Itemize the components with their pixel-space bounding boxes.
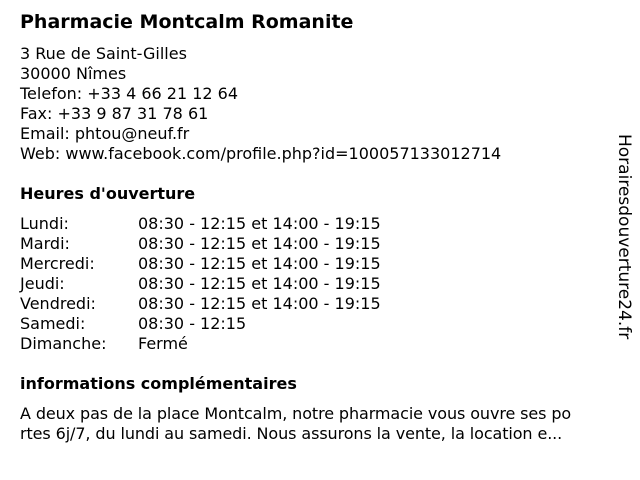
watermark-text: Horairesdouverture24.fr xyxy=(614,134,634,340)
hours-value: 08:30 - 12:15 et 14:00 - 19:15 xyxy=(138,254,381,273)
hours-value: 08:30 - 12:15 et 14:00 - 19:15 xyxy=(138,234,381,253)
hours-value: 08:30 - 12:15 et 14:00 - 19:15 xyxy=(138,294,381,313)
info-line: rtes 6j/7, du lundi au samedi. Nous assurons la vente, la location e... xyxy=(20,424,563,443)
website-url: Web: www.facebook.com/profile.php?id=100057133012714 xyxy=(20,144,502,163)
hours-value: Fermé xyxy=(138,334,188,353)
address-city: 30000 Nîmes xyxy=(20,64,127,83)
site-watermark xyxy=(612,134,636,370)
day-label: Dimanche: xyxy=(20,334,107,353)
fax-number: Fax: +33 9 87 31 78 61 xyxy=(20,104,209,123)
hours-value: 08:30 - 12:15 xyxy=(138,314,247,333)
additional-info-text xyxy=(20,404,624,444)
hours-value: 08:30 - 12:15 et 14:00 - 19:15 xyxy=(138,214,381,233)
pharmacy-name: Pharmacie Montcalm Romanite xyxy=(20,11,354,33)
email-address: Email: phtou@neuf.fr xyxy=(20,124,190,143)
phone-number: Telefon: +33 4 66 21 12 64 xyxy=(20,84,239,103)
opening-hours-heading: Heures d'ouverture xyxy=(20,184,196,203)
additional-info-heading: informations complémentaires xyxy=(20,374,297,393)
hours-value: 08:30 - 12:15 et 14:00 - 19:15 xyxy=(138,274,381,293)
info-line: A deux pas de la place Montcalm, notre pharmacie vous ouvre ses po xyxy=(20,404,572,423)
day-label: Vendredi: xyxy=(20,294,96,313)
day-label: Jeudi: xyxy=(20,274,65,293)
day-label: Samedi: xyxy=(20,314,86,333)
day-label: Mardi: xyxy=(20,234,70,253)
day-label: Lundi: xyxy=(20,214,69,233)
address-street: 3 Rue de Saint-Gilles xyxy=(20,44,187,63)
contact-block xyxy=(20,44,501,164)
day-label: Mercredi: xyxy=(20,254,95,273)
